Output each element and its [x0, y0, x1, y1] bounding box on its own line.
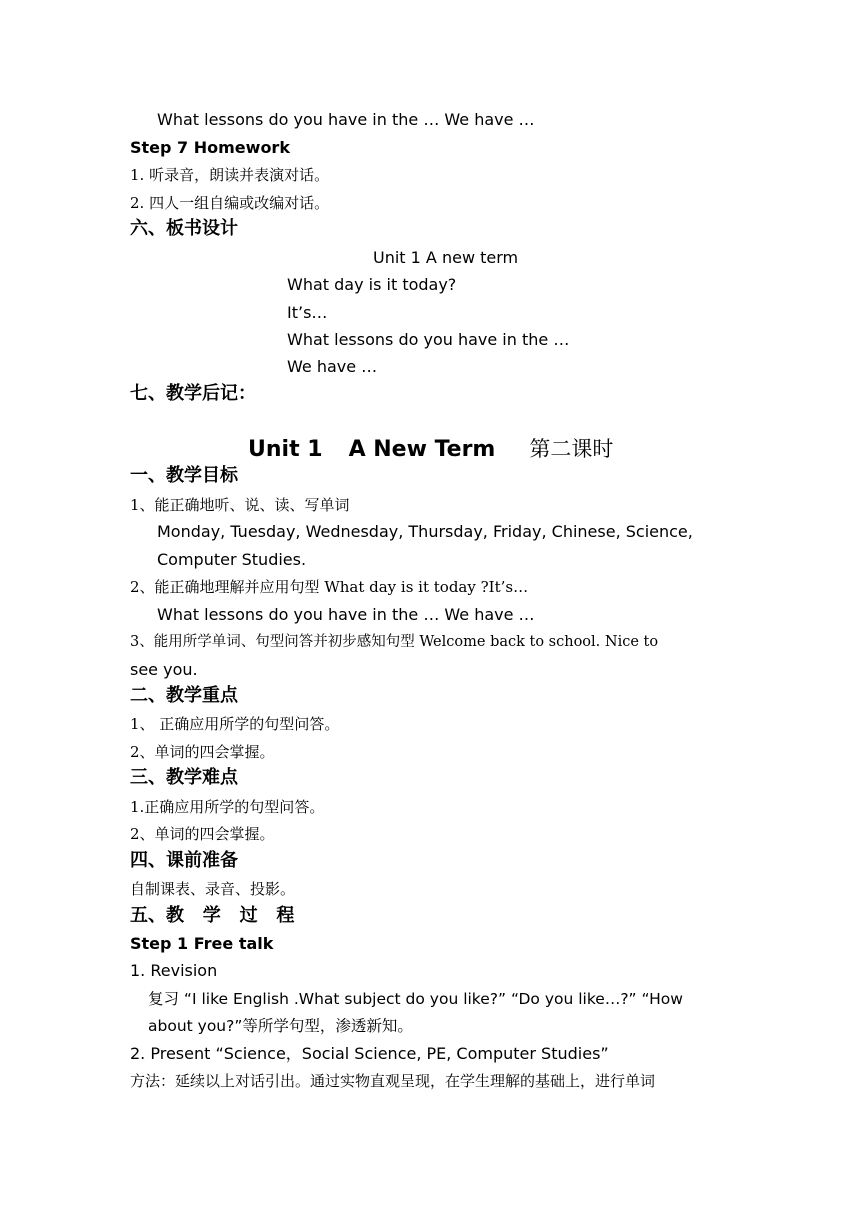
- text-line: Computer Studies.: [157, 550, 307, 569]
- section-heading: 二、教学重点: [130, 685, 238, 706]
- section-heading: 一、教学目标: [130, 465, 238, 486]
- text-line: 1. 听录音，朗读并表演对话。: [130, 166, 330, 184]
- board-line: What day is it today?: [287, 275, 457, 294]
- board-line: It’s…: [287, 303, 328, 322]
- text-line: 2. Present “Science，Social Science, PE, Computer Studies”: [130, 1044, 609, 1063]
- text-line: 2、单词的四会掌握。: [130, 743, 275, 761]
- section-heading: 四、课前准备: [130, 850, 238, 871]
- section-heading: 三、教学难点: [130, 767, 238, 788]
- step-heading: Step 1 Free talk: [130, 934, 274, 953]
- board-line: What lessons do you have in the …: [287, 330, 570, 349]
- text-line: 2. 四人一组自编或改编对话。: [130, 194, 330, 212]
- text-line: about you?”等所学句型，渗透新知。: [148, 1017, 413, 1035]
- section-heading: 五、教 学 过 程: [130, 905, 295, 926]
- text-line: 3、能用所学单词、句型问答并初步感知句型 Welcome back to school. Nice to: [130, 634, 659, 650]
- text-line: 2、能正确地理解并应用句型 What day is it today ?It’s…: [130, 578, 529, 596]
- title-unit: Unit 1: [248, 437, 323, 462]
- text-line: 1.正确应用所学的句型问答。: [130, 798, 325, 816]
- text-line: What lessons do you have in the … We have …: [157, 605, 535, 624]
- text-line: 2、单词的四会掌握。: [130, 825, 275, 843]
- text-line: 方法：延续以上对话引出。通过实物直观呈现，在学生理解的基础上，进行单词: [130, 1072, 656, 1090]
- text-line: 自制课表、录音、投影。: [130, 880, 296, 898]
- text-line: Monday, Tuesday, Wednesday, Thursday, Friday, Chinese, Science,: [157, 522, 693, 541]
- board-title: Unit 1 A new term: [373, 248, 519, 267]
- text-line: 1、能正确地听、说、读、写单词: [130, 496, 350, 514]
- text-line: 复习 “I like English .What subject do you like?” “Do you like…?” “How: [148, 990, 683, 1008]
- title-name: A New Term: [348, 437, 496, 462]
- board-line: We have …: [287, 357, 378, 376]
- title-period: 第二课时: [529, 437, 614, 461]
- section-heading: 六、板书设计: [130, 218, 238, 239]
- text-line: What lessons do you have in the … We have …: [157, 110, 535, 129]
- step-heading: Step 7 Homework: [130, 138, 290, 157]
- section-heading: 七、教学后记：: [130, 383, 256, 404]
- lesson-title: [248, 434, 613, 465]
- text-line: 1. Revision: [130, 961, 218, 980]
- text-line: 1、 正确应用所学的句型问答。: [130, 715, 340, 733]
- text-line: see you.: [130, 660, 198, 679]
